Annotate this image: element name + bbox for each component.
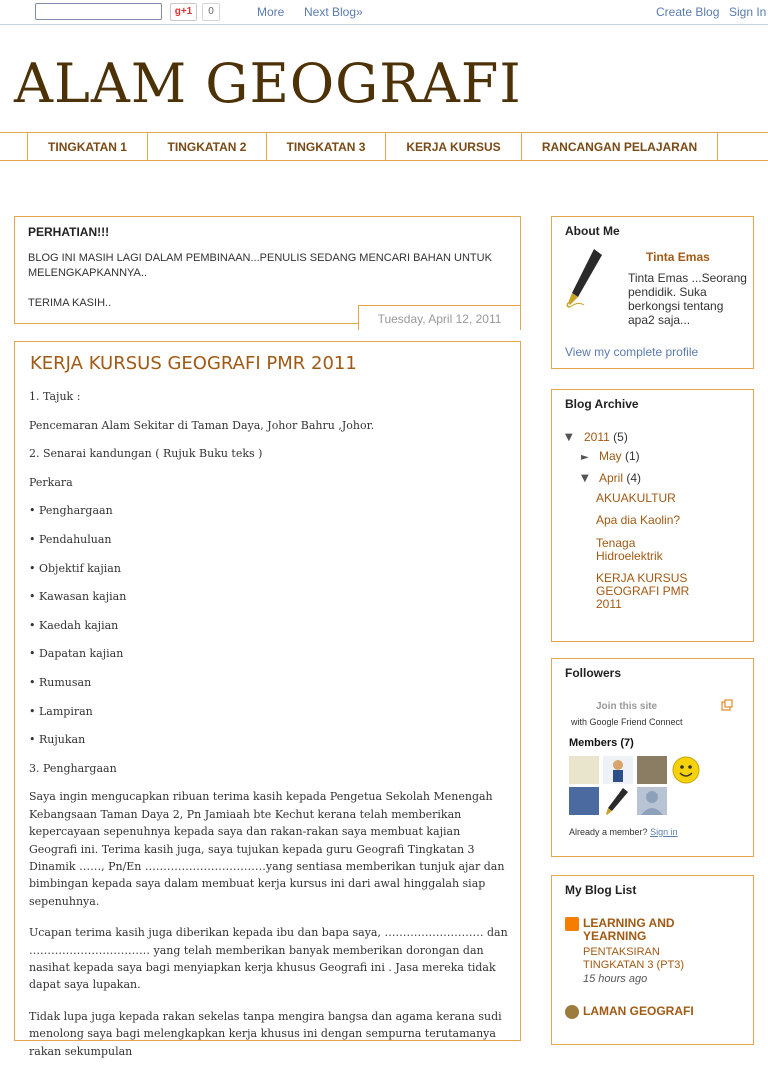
fountain-pen-icon [603,787,633,815]
pages-tabs [0,132,768,161]
post-line: 1. Tajuk : [29,390,81,403]
post-line: • Rumusan [29,675,92,689]
popout-icon[interactable] [721,699,733,711]
post-box [14,341,521,1058]
blog-archive-widget [551,389,754,642]
post-line: • Pendahuluan [29,532,112,546]
tab-rancangan-pelajaran[interactable]: RANCANGAN PELAJARAN [522,133,718,161]
about-title: About Me [565,224,620,238]
member-avatar[interactable] [603,756,633,784]
member-avatar[interactable] [672,756,700,784]
gplus-button[interactable]: g+1 [170,3,197,21]
more-link[interactable]: More [257,5,285,19]
archive-post[interactable]: KERJA KURSUS GEOGRAFI PMR 2011 [596,571,690,611]
member-avatar[interactable] [569,787,599,815]
bloglist-time-1: 15 hours ago [583,973,648,985]
post-body [29,388,509,1074]
expand-down-icon[interactable]: ▼ [565,432,573,443]
post-line: Pencemaran Alam Sekitar di Taman Daya, Johor Bahru ,Johor. [29,418,375,432]
expand-right-icon[interactable]: ► [581,452,589,463]
member-avatar[interactable] [637,756,667,784]
followers-title: Followers [565,666,622,680]
create-blog-link[interactable]: Create Blog [656,5,720,19]
post-paragraph-3: Tidak lupa juga kepada rakan sekelas tanpa mengira bangsa dan agama kerana sudi menolong saya bagi melengkapkan kerja khusus ini dengan sempurna terutamanya rakan sekumpulan [29,1009,502,1058]
member-avatar[interactable] [637,787,667,815]
view-profile-link[interactable]: View my complete profile [565,345,699,359]
post-line: • Penghargaan [29,504,113,518]
post-line: • Rujukan [29,733,86,747]
archive-month-april[interactable]: April (4) [599,471,642,485]
blogger-navbar [0,0,768,25]
archive-post[interactable]: AKUAKULTUR [596,491,676,505]
blog-list-widget [551,875,754,1045]
about-description [564,271,749,327]
gfc-label: with Google Friend Connect [571,717,683,727]
blogger-icon [565,917,579,931]
tab-kerja-kursus[interactable]: KERJA KURSUS [386,133,522,161]
archive-post-text: Tenaga Hidroelektrik [596,536,663,563]
archive-month-may[interactable]: May (1) [599,449,640,463]
join-site-link[interactable]: Join this site [596,701,658,712]
blog-title[interactable]: ALAM GEOGRAFI [14,52,522,115]
default-avatar-icon [637,787,667,815]
followers-sign-in-link[interactable]: Sign in [650,827,678,837]
post-line: Perkara [29,475,73,489]
post-line: • Lampiran [29,704,93,718]
post-line: 2. Senarai kandungan ( Rujuk Buku teks ) [29,447,263,461]
notice-title: PERHATIAN!!! [28,225,110,239]
archive-year-2011[interactable]: 2011 (5) [584,430,628,444]
post-line: • Kaedah kajian [29,618,119,632]
gplus-count: 0 [202,3,220,21]
bloglist-title: My Blog List [565,883,637,897]
archive-post[interactable] [596,537,692,563]
bloglist-blog-1[interactable]: LEARNING AND YEARNING [583,916,675,943]
post-title[interactable]: KERJA KURSUS GEOGRAFI PMR 2011 [30,353,357,374]
post-line: • Objektif kajian [29,561,121,575]
post-line: 3. Penghargaan [29,761,117,775]
member-avatar[interactable] [603,787,633,815]
already-member-text: Already a member? Sign in [569,827,678,837]
tab-tingkatan-3[interactable]: TINGKATAN 3 [267,133,386,161]
post-paragraph-1: Saya ingin mengucapkan ribuan terima kasih kepada Pengetua Sekolah Menengah Kebangsaan Taman Daya 2, Pn Jamiaah bte Kechut kerana telah memberikan kepercayaan sepenuhnya kepada saya dan rakan-rakan saya membuat kajian Geografi ini. Terima kasih juga, saya tujukan kepada guru Geografi Tingkatan 3 Dinamik ……, Pn/En ……………………………yang sentiasa memberikan tunjuk ajar dan bimbingan kepada saya dalam membuat kerja kursus ini dari awal hinggalah siap sepenuhnya. [29,790,505,908]
followers-widget [551,658,754,857]
sign-in-link[interactable]: Sign In [729,5,767,19]
post-paragraph-2: Ucapan terima kasih juga diberikan kepada ibu dan bapa saya, ……………………… dan …………………………… yang telah memberikan banyak memberikan dorongan dan nasihat kepada saya bagi menyiapkan kerja khusus Geografi ini . Jasa mereka tidak dapat saya lupakan. [29,926,508,992]
person-icon [603,756,633,784]
member-avatar[interactable] [569,756,599,784]
post-line: • Kawasan kajian [29,590,127,604]
archive-post[interactable]: Apa dia Kaolin? [596,513,681,527]
post-line: • Dapatan kajian [29,647,124,661]
about-text: Tinta Emas ...Seorang pendidik. Suka berkongsi tentang apa2 saja... [628,271,747,327]
bloglist-post-1[interactable]: PENTAKSIRAN TINGKATAN 3 (PT3) [583,946,685,971]
globe-icon [565,1005,579,1019]
post-date: Tuesday, April 12, 2011 [358,305,521,330]
notice-line-2: TERIMA KASIH.. [28,297,112,309]
tab-spacer [0,133,28,161]
members-count: Members (7) [569,737,634,749]
notice-line-1: BLOG INI MASIH LAGI DALAM PEMBINAAN...PENULIS SEDANG MENCARI BAHAN UNTUK MELENGKAPKANNYA.. [28,252,492,279]
about-name[interactable]: Tinta Emas [646,250,710,264]
bloglist-blog-2[interactable]: LAMAN GEOGRAFI [583,1004,694,1018]
notice-body [28,251,508,311]
archive-title: Blog Archive [565,397,639,411]
search-input[interactable] [35,3,162,20]
tab-tingkatan-2[interactable]: TINGKATAN 2 [148,133,267,161]
next-blog-link[interactable]: Next Blog» [304,5,363,19]
tab-tingkatan-1[interactable]: TINGKATAN 1 [28,133,148,161]
smiley-icon [672,756,700,784]
expand-down-icon[interactable]: ▼ [581,473,589,484]
about-me-widget [551,216,754,369]
